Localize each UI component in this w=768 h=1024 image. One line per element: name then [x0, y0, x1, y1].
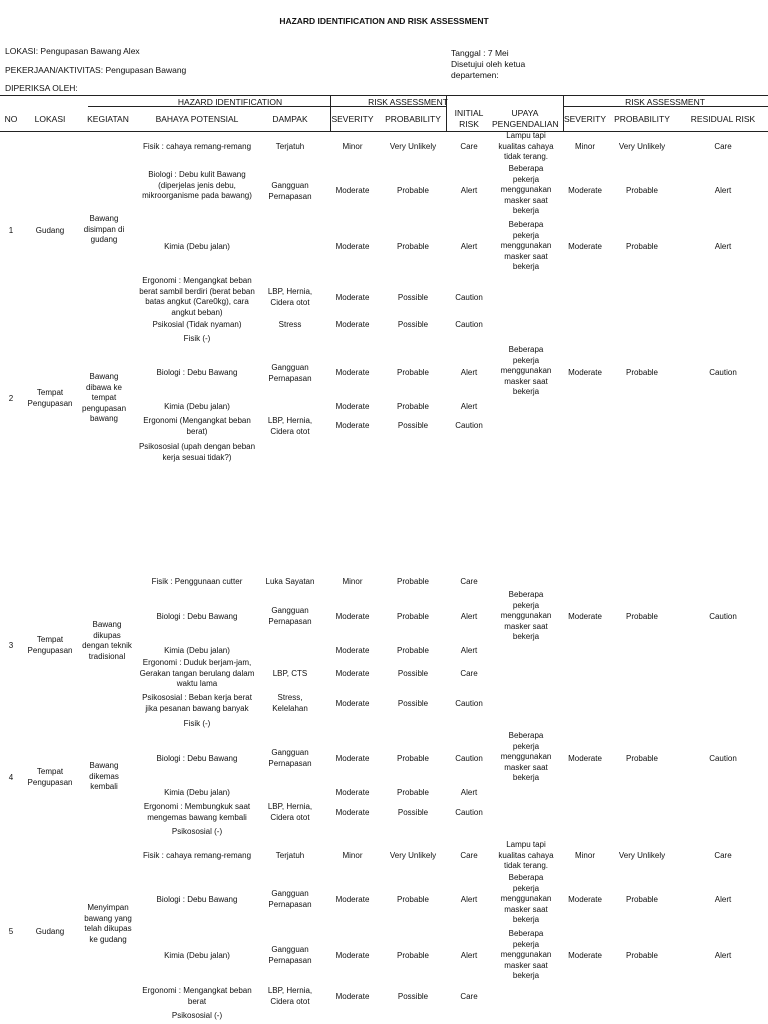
row-5-initial-risk: Caution [455, 320, 483, 329]
header-severity-residual: SEVERITY [563, 114, 607, 124]
row-6-bahaya: Fisik (-) [183, 334, 211, 343]
row-8-bahaya: Kimia (Debu jalan) [164, 402, 230, 411]
row-3-severity-residual: Moderate [568, 242, 602, 251]
row-2-initial-risk: Alert [460, 186, 478, 195]
row-4-bahaya: Ergonomi : Mengangkat beban berat sambil berdiri (berat beban batas angkut (Care0kg), cara angkut beban) [139, 276, 255, 317]
row-1-initial-risk: Care [460, 142, 478, 151]
group-3-kegiatan: Bawang dikupas dengan teknik tradisional [82, 620, 132, 661]
row-21-dampak: Terjatuh [275, 851, 305, 860]
row-21-initial-risk: Care [460, 851, 478, 860]
row-11-probability: Probable [396, 577, 430, 586]
header-risk-assessment-residual: RISK ASSESSMENT [625, 97, 705, 107]
row-3-severity: Moderate [335, 242, 370, 251]
header-no: NO [4, 114, 18, 124]
row-2-probability-residual: Probable [625, 186, 659, 195]
row-18-initial-risk: Alert [460, 788, 478, 797]
row-4-initial-risk: Caution [455, 293, 483, 302]
row-12-initial-risk: Alert [460, 612, 478, 621]
row-1-residual-risk: Care [714, 142, 732, 151]
row-15-dampak: Stress, Kelelahan [272, 693, 308, 713]
row-21-upaya: Lampu tapi kualitas cahaya tidak terang. [498, 840, 554, 870]
row-8-probability: Probable [396, 402, 430, 411]
meta-tanggal: Tanggal : 7 Mei [451, 48, 509, 58]
row-17-probability: Probable [396, 754, 430, 763]
row-12-upaya: Beberapa pekerja menggunakan masker saat bekerja [500, 590, 552, 641]
row-3-probability-residual: Probable [625, 242, 659, 251]
row-23-probability-residual: Probable [625, 951, 659, 960]
row-22-initial-risk: Alert [460, 895, 478, 904]
row-9-dampak: LBP, Hernia, Cidera otot [267, 416, 313, 436]
row-15-severity: Moderate [335, 699, 370, 708]
row-2-residual-risk: Alert [714, 186, 732, 195]
row-11-dampak: Luka Sayatan [265, 577, 315, 586]
group-5-no: 5 [8, 927, 14, 936]
row-14-bahaya: Ergonomi : Duduk berjam-jam, Gerakan tangan berulang dalam waktu lama [139, 658, 255, 688]
group-4-no: 4 [8, 773, 14, 782]
row-21-severity-residual: Minor [574, 851, 595, 860]
header-initial-risk: INITIAL RISK [454, 108, 484, 129]
row-3-initial-risk: Alert [460, 242, 478, 251]
row-25-bahaya: Psikososial (-) [171, 1011, 223, 1020]
row-5-dampak: Stress [278, 320, 302, 329]
row-12-severity-residual: Moderate [568, 612, 602, 621]
group-2-kegiatan: Bawang dibawa ke tempat pengupasan bawang [82, 372, 127, 423]
row-17-bahaya: Biologi : Debu Bawang [156, 754, 238, 763]
row-1-upaya: Lampu tapi kualitas cahaya tidak terang. [498, 131, 554, 161]
row-1-dampak: Terjatuh [275, 142, 305, 151]
row-9-severity: Moderate [335, 421, 370, 430]
row-7-probability-residual: Probable [625, 368, 659, 377]
row-12-probability: Probable [396, 612, 430, 621]
row-5-probability: Possible [397, 320, 429, 329]
row-17-probability-residual: Probable [625, 754, 659, 763]
meta-disetujui-2: departemen: [451, 70, 499, 80]
row-2-bahaya: Biologi : Debu kulit Bawang (diperjelas jenis debu, mikroorganisme pada bawang) [142, 170, 252, 200]
row-7-bahaya: Biologi : Debu Bawang [156, 368, 238, 377]
row-23-residual-risk: Alert [714, 951, 732, 960]
row-1-probability: Very Unlikely [389, 142, 437, 151]
header-probability: PROBABILITY [385, 114, 441, 124]
row-2-dampak: Gangguan Pernapasan [268, 181, 312, 201]
row-24-dampak: LBP, Hernia, Cidera otot [267, 986, 313, 1006]
row-13-initial-risk: Alert [460, 646, 478, 655]
row-22-dampak: Gangguan Pernapasan [268, 889, 312, 909]
row-19-probability: Possible [397, 808, 429, 817]
document-title: HAZARD IDENTIFICATION AND RISK ASSESSMENT [279, 16, 489, 26]
row-21-bahaya: Fisik : cahaya remang-remang [142, 851, 252, 860]
row-9-bahaya: Ergonomi (Mengangkat beban berat) [143, 416, 251, 436]
row-23-upaya: Beberapa pekerja menggunakan masker saat bekerja [500, 929, 552, 980]
row-17-upaya: Beberapa pekerja menggunakan masker saat bekerja [500, 731, 552, 782]
header-severity: SEVERITY [331, 114, 374, 124]
row-13-probability: Probable [396, 646, 430, 655]
row-22-residual-risk: Alert [714, 895, 732, 904]
row-17-initial-risk: Caution [455, 754, 483, 763]
row-14-dampak: LBP, CTS [272, 669, 308, 678]
header-probability-residual: PROBABILITY [614, 114, 670, 124]
group-4-lokasi: Tempat Pengupasan [27, 767, 73, 787]
meta-lokasi: LOKASI: Pengupasan Bawang Alex [5, 46, 140, 56]
row-9-initial-risk: Caution [455, 421, 483, 430]
header-bottom-border [0, 131, 768, 132]
row-7-probability: Probable [396, 368, 430, 377]
group-1-lokasi: Gudang [35, 226, 65, 235]
row-12-residual-risk: Caution [709, 612, 737, 621]
meta-disetujui-1: Disetujui oleh ketua [451, 59, 526, 69]
group-2-lokasi: Tempat Pengupasan [27, 388, 73, 408]
header-upaya-pengendalian: UPAYA PENGENDALIAN [492, 108, 559, 129]
row-16-bahaya: Fisik (-) [183, 719, 211, 728]
header-divider-1 [330, 95, 331, 131]
row-8-initial-risk: Alert [460, 402, 478, 411]
group-3-lokasi: Tempat Pengupasan [27, 635, 73, 655]
row-23-severity-residual: Moderate [568, 951, 602, 960]
row-7-residual-risk: Caution [709, 368, 737, 377]
row-17-severity-residual: Moderate [568, 754, 602, 763]
group-2-no: 2 [8, 394, 14, 403]
row-21-probability-residual: Very Unlikely [618, 851, 666, 860]
header-bahaya-potensial: BAHAYA POTENSIAL [155, 114, 239, 124]
row-21-probability: Very Unlikely [389, 851, 437, 860]
row-21-residual-risk: Care [714, 851, 732, 860]
row-7-severity-residual: Moderate [568, 368, 602, 377]
table-top-border [0, 95, 768, 96]
header-kegiatan: KEGIATAN [87, 114, 129, 124]
group-4-kegiatan: Bawang dikemas kembali [89, 761, 119, 791]
row-11-initial-risk: Care [460, 577, 478, 586]
row-24-probability: Possible [397, 992, 429, 1001]
row-2-probability: Probable [396, 186, 430, 195]
header-lokasi: LOKASI [34, 114, 66, 124]
row-19-dampak: LBP, Hernia, Cidera otot [267, 802, 313, 822]
row-24-bahaya: Ergonomi : Mengangkat beban berat [142, 986, 252, 1006]
row-23-bahaya: Kimia (Debu jalan) [164, 951, 230, 960]
row-12-severity: Moderate [335, 612, 370, 621]
row-11-severity: Minor [342, 577, 363, 586]
row-1-bahaya: Fisik : cahaya remang-remang [142, 142, 252, 151]
row-15-initial-risk: Caution [455, 699, 483, 708]
group-3-no: 3 [8, 641, 14, 650]
row-1-probability-residual: Very Unlikely [618, 142, 666, 151]
row-20-bahaya: Psikososial (-) [171, 827, 223, 836]
row-24-initial-risk: Care [460, 992, 478, 1001]
row-18-probability: Probable [396, 788, 430, 797]
header-hazard-identification: HAZARD IDENTIFICATION [177, 97, 283, 107]
row-4-probability: Possible [397, 293, 429, 302]
row-23-initial-risk: Alert [460, 951, 478, 960]
row-23-severity: Moderate [335, 951, 370, 960]
group-1-no: 1 [8, 226, 14, 235]
row-12-bahaya: Biologi : Debu Bawang [156, 612, 238, 621]
header-dampak: DAMPAK [272, 114, 308, 124]
row-12-dampak: Gangguan Pernapasan [268, 606, 312, 626]
row-13-severity: Moderate [335, 646, 370, 655]
row-2-severity: Moderate [335, 186, 370, 195]
row-7-severity: Moderate [335, 368, 370, 377]
row-4-dampak: LBP, Hernia, Cidera otot [267, 287, 313, 307]
row-7-upaya: Beberapa pekerja menggunakan masker saat bekerja [500, 345, 552, 396]
row-5-bahaya: Psikosial (Tidak nyaman) [152, 320, 242, 329]
meta-diperiksa: DIPERIKSA OLEH: [5, 83, 78, 93]
row-22-probability: Probable [396, 895, 430, 904]
row-9-probability: Possible [397, 421, 429, 430]
row-11-bahaya: Fisik : Penggunaan cutter [151, 577, 243, 586]
row-12-probability-residual: Probable [625, 612, 659, 621]
row-23-probability: Probable [396, 951, 430, 960]
header-risk-assessment-initial: RISK ASSESSMENT [368, 97, 448, 107]
row-13-bahaya: Kimia (Debu jalan) [164, 646, 230, 655]
row-22-bahaya: Biologi : Debu Bawang [156, 895, 238, 904]
row-2-severity-residual: Moderate [568, 186, 602, 195]
row-22-upaya: Beberapa pekerja menggunakan masker saat bekerja [500, 873, 552, 924]
row-3-bahaya: Kimia (Debu jalan) [164, 242, 230, 251]
row-18-bahaya: Kimia (Debu jalan) [164, 788, 230, 797]
row-7-dampak: Gangguan Pernapasan [268, 363, 312, 383]
row-4-severity: Moderate [335, 293, 370, 302]
row-10-bahaya: Psikososial (upah dengan beban kerja sesuai tidak?) [138, 442, 256, 462]
row-17-residual-risk: Caution [709, 754, 737, 763]
row-18-severity: Moderate [335, 788, 370, 797]
row-1-severity: Minor [342, 142, 363, 151]
row-1-severity-residual: Minor [574, 142, 595, 151]
header-residual-risk: RESIDUAL RISK [690, 114, 756, 124]
row-3-residual-risk: Alert [714, 242, 732, 251]
row-7-initial-risk: Alert [460, 368, 478, 377]
row-23-dampak: Gangguan Pernapasan [268, 945, 312, 965]
group-5-kegiatan: Menyimpan bawang yang telah dikupas ke gudang [84, 903, 132, 944]
row-14-probability: Possible [397, 669, 429, 678]
row-3-upaya: Beberapa pekerja menggunakan masker saat bekerja [500, 220, 552, 271]
row-2-upaya: Beberapa pekerja menggunakan masker saat bekerja [500, 164, 552, 215]
row-19-severity: Moderate [335, 808, 370, 817]
row-22-probability-residual: Probable [625, 895, 659, 904]
row-21-severity: Minor [342, 851, 363, 860]
row-14-initial-risk: Care [460, 669, 478, 678]
row-3-probability: Probable [396, 242, 430, 251]
group-1-kegiatan: Bawang disimpan di gudang [83, 214, 125, 244]
row-14-severity: Moderate [335, 669, 370, 678]
row-15-bahaya: Psikososial : Beban kerja berat jika pesanan bawang banyak [142, 693, 252, 713]
row-22-severity: Moderate [335, 895, 370, 904]
meta-pekerjaan: PEKERJAAN/AKTIVITAS: Pengupasan Bawang [5, 65, 187, 75]
row-24-severity: Moderate [335, 992, 370, 1001]
row-19-bahaya: Ergonomi : Membungkuk saat mengemas bawang kembali [143, 802, 251, 822]
row-19-initial-risk: Caution [455, 808, 483, 817]
row-8-severity: Moderate [335, 402, 370, 411]
row-22-severity-residual: Moderate [568, 895, 602, 904]
row-15-probability: Possible [397, 699, 429, 708]
group-5-lokasi: Gudang [35, 927, 65, 936]
header-divider-3 [563, 95, 564, 131]
row-5-severity: Moderate [335, 320, 370, 329]
row-17-dampak: Gangguan Pernapasan [268, 748, 312, 768]
row-17-severity: Moderate [335, 754, 370, 763]
